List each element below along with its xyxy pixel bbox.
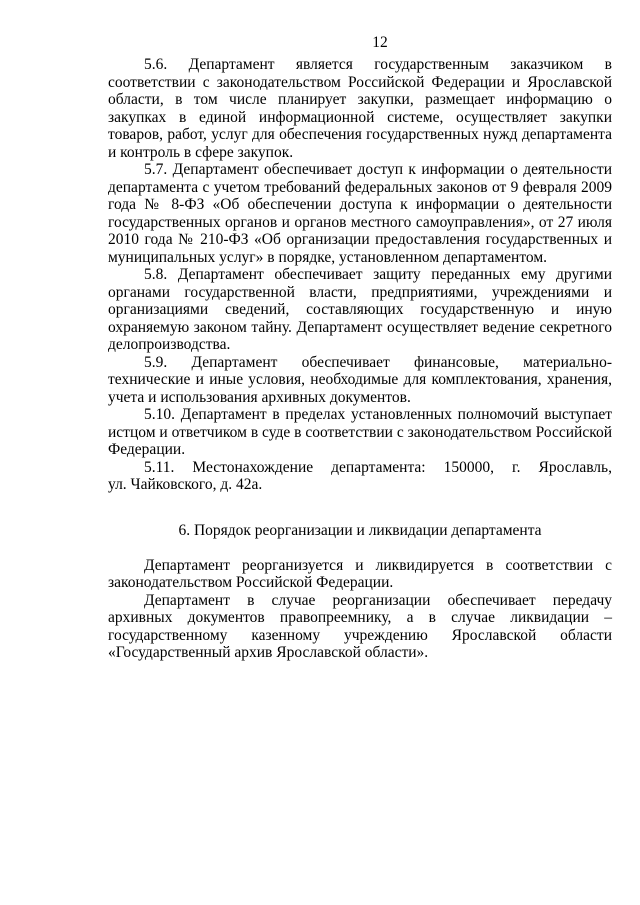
paragraph-5-6: 5.6. Департамент является государственным заказчиком в соответствии с законодательством Российской Федерации и Ярославской области, в том числе планирует закупки, размещает информацию о закупках в единой информационной системе, осуществляет закупки товаров, работ, услуг для обеспечения государственных нужд департамента и контроль в сфере закупок. (108, 56, 612, 161)
heading-spacer (108, 540, 612, 557)
paragraph-reorganization: Департамент реорганизуется и ликвидируется в соответствии с законодательством Российской Федерации. (108, 556, 612, 591)
paragraph-5-9: 5.9. Департамент обеспечивает финансовые, материально-технические и иные условия, необходимые для комплектования, хранения, учета и использования архивных документов. (108, 353, 612, 406)
page-number: 12 (372, 34, 388, 51)
paragraph-5-10: 5.10. Департамент в пределах установленных полномочий выступает истцом и ответчиком в суде в соответствии с законодательством Российской Федерации. (108, 406, 612, 458)
paragraph-5-11-line-1: 5.11. Местонахождение департамента: 150000, г. Ярославль, (144, 458, 612, 476)
paragraph-liquidation: Департамент в случае реорганизации обеспечивает передачу архивных документов правопреемнику, а в случае ликвидации – государственному казенному учреждению Ярославской области «Государственный архив Ярославской области». (108, 591, 612, 661)
paragraph-5-8: 5.8. Департамент обеспечивает защиту переданных ему другими органами государственной власти, предприятиями, учреждениями и организациями сведений, составляющих государственную и иную охраняемую законом тайну. Департамент осуществляет ведение секретного делопроизводства. (108, 266, 612, 353)
section-heading: 6. Порядок реорганизации и ликвидации департамента (178, 521, 542, 539)
paragraph-5-11-line-2: ул. Чайковского, д. 42а. (108, 476, 263, 493)
document-page (108, 34, 612, 662)
paragraph-5-7: 5.7. Департамент обеспечивает доступ к информации о деятельности департамента с учетом требований федеральных законов от 9 февраля 2009 года № 8-ФЗ «Об обеспечении доступа к информации о деятельности государственных органов и органов местного самоуправления», от 27 июля 2010 года № 210-ФЗ «Об организации предоставления государственных и муниципальных услуг» в порядке, установленном департаментом. (108, 161, 612, 266)
